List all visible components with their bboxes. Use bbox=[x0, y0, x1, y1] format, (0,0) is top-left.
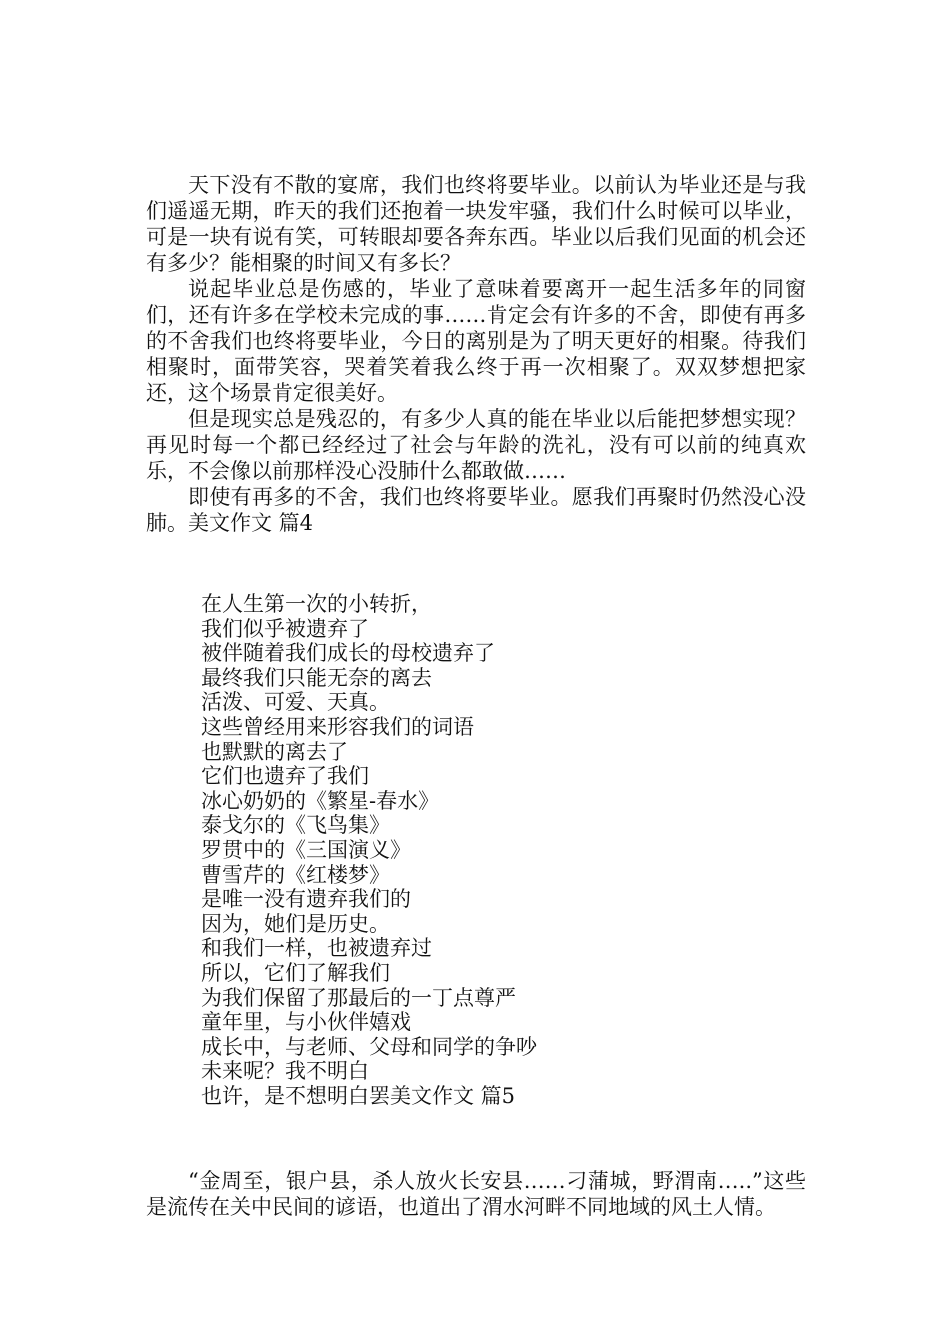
poem-line: 为我们保留了那最后的一丁点尊严 bbox=[201, 985, 516, 1010]
poem-line: 我们似乎被遗弃了 bbox=[201, 616, 369, 641]
poem-line: 罗贯中的《三国演义》 bbox=[201, 837, 411, 862]
poem-line: 未来呢？我不明白 bbox=[201, 1059, 369, 1084]
paragraph: 即使有再多的不舍，我们也终将要毕业。愿我们再聚时仍然没心没肺。美文作文 篇4 bbox=[146, 485, 806, 535]
section-3-body bbox=[146, 172, 806, 536]
paragraph: “金周至，银户县，杀人放火长安县……刁蒲城，野渭南…..”这些是流传在关中民间的谚语，也道出了渭水河畔不同地域的风土人情。 bbox=[146, 1169, 806, 1220]
section-5-body bbox=[146, 1168, 806, 1220]
section-gap bbox=[146, 1108, 806, 1168]
poem-line: 是唯一没有遗弃我们的 bbox=[201, 887, 411, 912]
paragraph: 说起毕业总是伤感的，毕业了意味着要离开一起生活多年的同窗们，还有许多在学校未完成的事……肯定会有许多的不舍，即使有再多的不舍我们也终将要毕业，今日的离别是为了明天更好的相聚。待我们相聚时，面带笑容，哭着笑着我么终于再一次相聚了。双双梦想把家还，这个场景肯定很美好。 bbox=[146, 277, 806, 405]
poem-line: 活泼、可爱、天真。 bbox=[201, 690, 390, 715]
poem-line: 也默默的离去了 bbox=[201, 739, 348, 764]
poem-line: 也许，是不想明白罢美文作文 篇5 bbox=[201, 1083, 516, 1108]
poem-line: 这些曾经用来形容我们的词语 bbox=[201, 714, 474, 739]
paragraph: 天下没有不散的宴席，我们也终将要毕业。以前认为毕业还是与我们遥遥无期，昨天的我们还抱着一块发牢骚，我们什么时候可以毕业，可是一块有说有笑，可转眼却要各奔东西。毕业以后我们见面的机会还有多少？能相聚的时间又有多长？ bbox=[146, 173, 806, 275]
poem-line: 曹雪芹的《红楼梦》 bbox=[201, 862, 390, 887]
poem-line: 它们也遗弃了我们 bbox=[201, 764, 369, 789]
paragraph: 但是现实总是残忍的，有多少人真的能在毕业以后能把梦想实现？再见时每一个都已经经过了社会与年龄的洗礼，没有可以前的纯真欢乐，不会像以前那样没心没肺什么都敢做…… bbox=[146, 407, 806, 483]
poem-section-4 bbox=[146, 592, 806, 1108]
poem-line: 成长中，与老师、父母和同学的争吵 bbox=[201, 1034, 537, 1059]
section-gap bbox=[146, 536, 806, 592]
poem-line: 被伴随着我们成长的母校遗弃了 bbox=[201, 641, 495, 666]
poem-line: 最终我们只能无奈的离去 bbox=[201, 665, 432, 690]
poem-line: 在人生第一次的小转折， bbox=[201, 592, 432, 616]
poem-line: 因为，她们是历史。 bbox=[201, 911, 390, 936]
poem-line: 所以，它们了解我们 bbox=[201, 960, 390, 985]
poem-line: 和我们一样，也被遗弃过 bbox=[201, 936, 432, 961]
poem-line: 冰心奶奶的《繁星-春水》 bbox=[201, 788, 440, 813]
poem-line: 童年里，与小伙伴嬉戏 bbox=[201, 1010, 411, 1035]
poem-line: 泰戈尔的《飞鸟集》 bbox=[201, 813, 390, 838]
document-page bbox=[146, 172, 806, 1220]
